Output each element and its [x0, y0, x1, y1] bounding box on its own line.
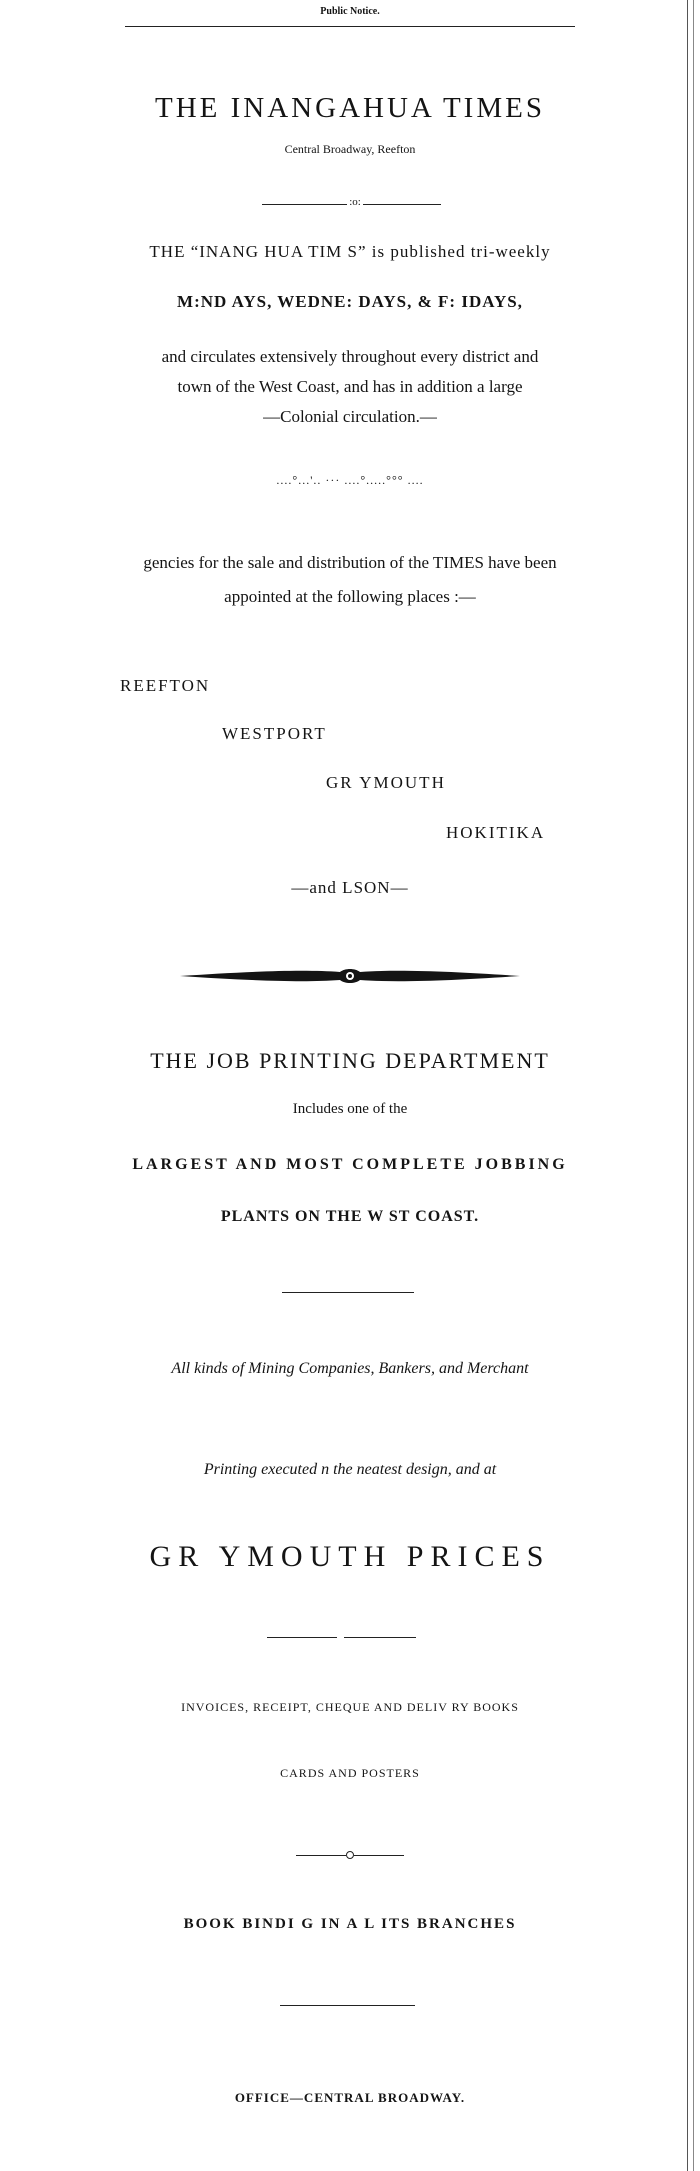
- job-printing-rule: [282, 1292, 414, 1293]
- intro-line-5: —Colonial circulation.—: [263, 407, 437, 426]
- prices-rule-left: [267, 1637, 337, 1638]
- masthead-divider-left: [262, 204, 347, 205]
- prices-rule-right: [344, 1637, 416, 1638]
- binding-line: BOOK BINDI G IN A L ITS BRANCHES: [183, 1916, 517, 1932]
- binding-rule: [280, 2005, 415, 2006]
- job-printing-plants: PLANTS ON THE W ST COAST.: [220, 1208, 480, 1225]
- books-divider-left: [296, 1855, 346, 1856]
- prices-heading: GR YMOUTH PRICES: [149, 1540, 551, 1573]
- books-line-2: CARDS AND POSTERS: [280, 1766, 420, 1780]
- intro-dots: ....°...'.. ··· ....°.....°°° ....: [276, 473, 424, 487]
- books-line-1: INVOICES, RECEIPT, CHEQUE AND DELIV RY BOOKS: [181, 1700, 519, 1714]
- job-printing-sub: Includes one of the: [292, 1101, 408, 1117]
- books-divider-right: [354, 1855, 404, 1856]
- masthead-divider-right: [363, 204, 441, 205]
- agencies-line-2: appointed at the following places :—: [224, 587, 476, 606]
- footer-office: OFFICE—CENTRAL BROADWAY.: [234, 2090, 466, 2105]
- page-edge-line: [687, 0, 688, 2171]
- agency-place-reefton: REEFTON: [120, 676, 211, 695]
- masthead-title: THE INANGAHUA TIMES: [155, 92, 545, 124]
- page-edge-line-outer: [693, 0, 694, 2171]
- ornamental-rule: [180, 964, 520, 988]
- job-printing-heading: THE JOB PRINTING DEPARTMENT: [150, 1048, 550, 1073]
- intro-days: M:ND AYS, WEDNE: DAYS, & F: IDAYS,: [177, 292, 523, 311]
- masthead-address: Central Broadway, Reefton: [284, 142, 416, 156]
- books-divider-dot: [346, 1851, 354, 1859]
- kinds-line-2: Printing executed n the neatest design, and at: [203, 1461, 497, 1478]
- intro-line-1: THE “INANG HUA TIM S” is published tri-weekly: [149, 242, 551, 261]
- header-rule: [125, 26, 575, 27]
- job-printing-largest: LARGEST AND MOST COMPLETE JOBBING: [132, 1156, 568, 1173]
- intro-line-3: and circulates extensively throughout every district and: [161, 347, 539, 366]
- masthead-divider-glyph: :o:: [349, 196, 361, 208]
- notice-label: Public Notice.: [320, 6, 380, 17]
- agency-place-westport: WESTPORT: [222, 724, 327, 743]
- agencies-line-1: gencies for the sale and distribution of the TIMES have been: [143, 553, 557, 572]
- kinds-line-1: All kinds of Mining Companies, Bankers, and Merchant: [171, 1360, 529, 1377]
- agency-last-line: —and LSON—: [291, 878, 409, 897]
- agency-place-greymouth: GR YMOUTH: [326, 773, 446, 792]
- agency-place-hokitika: HOKITIKA: [446, 823, 546, 842]
- intro-line-4: town of the West Coast, and has in addition a large: [177, 377, 523, 396]
